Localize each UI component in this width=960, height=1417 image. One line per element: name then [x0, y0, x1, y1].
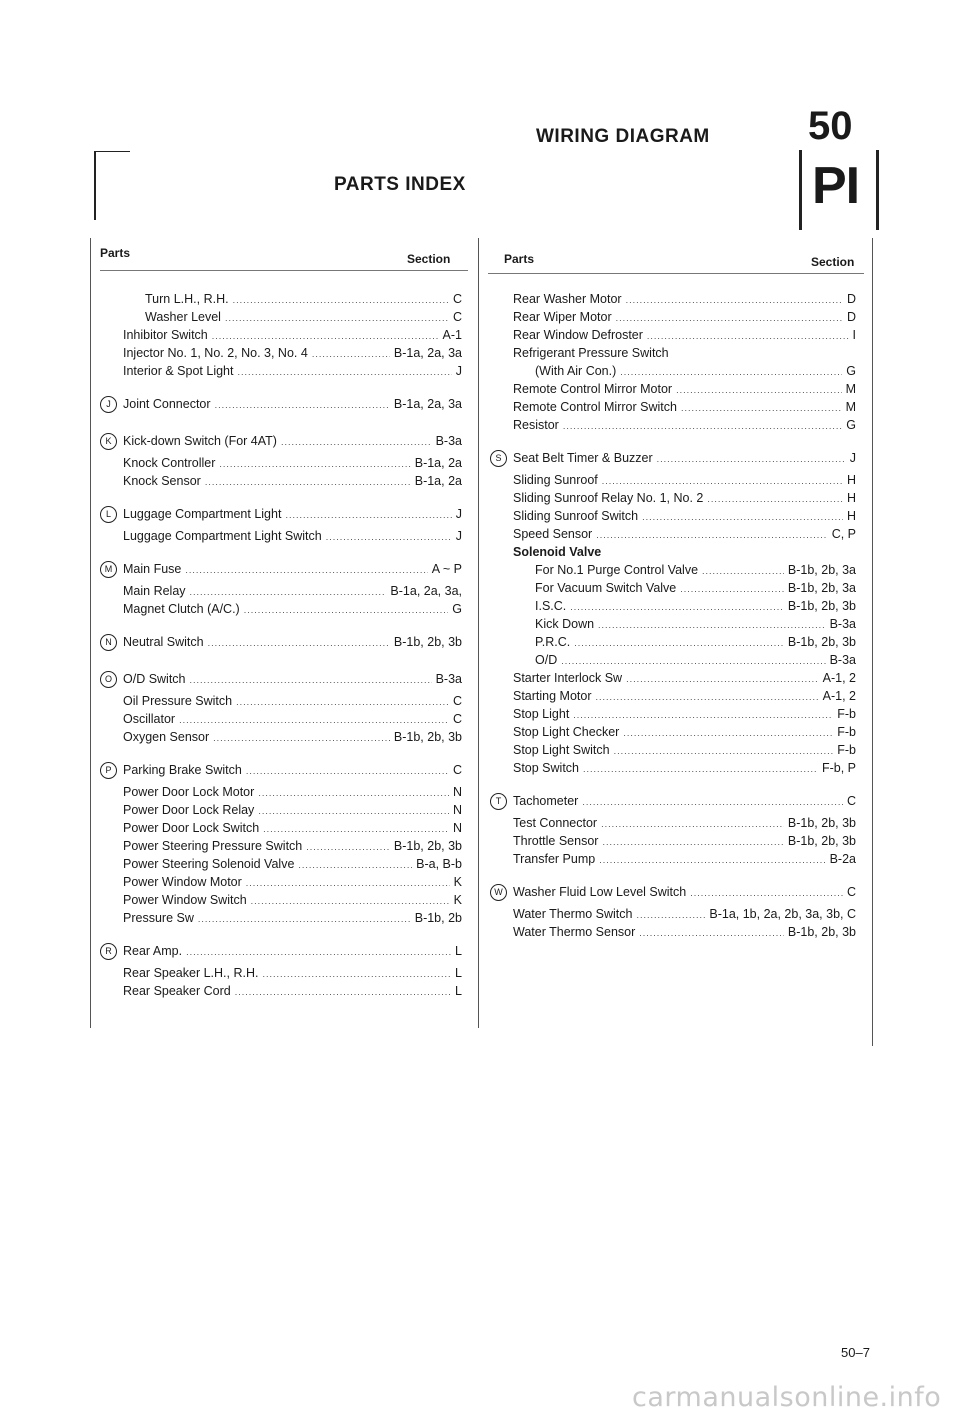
leader-dots [573, 706, 833, 724]
index-letter-icon [490, 682, 507, 699]
part-name: Luggage Compartment Light [123, 507, 282, 521]
parts-entry [100, 942, 462, 960]
index-letter-icon [100, 577, 117, 594]
index-letter-icon [100, 886, 117, 903]
parts-entry [490, 286, 856, 304]
section-ref: I [852, 328, 856, 342]
section-ref: B-1a, 2a, 3a, [390, 584, 462, 598]
index-letter-icon [490, 809, 507, 826]
leader-dots [626, 670, 819, 688]
part-name: For Vacuum Switch Valve [535, 581, 677, 595]
part-name: Remote Control Mirror Motor [513, 382, 673, 396]
index-letter-icon: J [100, 396, 117, 413]
index-letter-icon [490, 664, 507, 681]
parts-entry [100, 688, 462, 706]
index-letter-icon: W [490, 884, 507, 901]
section-ref: C, P [831, 527, 856, 541]
part-name: Turn L.H., R.H. [145, 292, 229, 306]
parts-entry [100, 432, 462, 450]
section-ref: J [849, 451, 856, 465]
section-ref: B-1b, 2b, 3b [393, 839, 462, 853]
part-name: Oil Pressure Switch [123, 694, 233, 708]
part-name: Stop Light Switch [513, 743, 610, 757]
section-ref: K [453, 875, 462, 889]
section-ref: B-1b, 2b, 3b [787, 834, 856, 848]
leader-dots [285, 506, 451, 524]
index-letter-icon [100, 705, 117, 722]
section-ref: B-1b, 2b, 3b [787, 925, 856, 939]
index-letter-icon [490, 592, 507, 609]
right-header-rule [488, 273, 864, 274]
part-name: Parking Brake Switch [123, 763, 242, 777]
part-name: P.R.C. [535, 635, 571, 649]
left-header-parts: Parts [100, 246, 131, 260]
section-ref: N [452, 821, 462, 835]
section-ref: G [452, 602, 462, 616]
leader-dots [583, 760, 818, 778]
section-ref: B-1a, 2a, 3a [393, 397, 462, 411]
code-bar-right [876, 150, 879, 230]
part-name: (With Air Con.) [535, 364, 617, 378]
index-letter-icon [100, 723, 117, 740]
part-name: Solenoid Valve [513, 545, 602, 559]
part-name: Rear Speaker Cord [123, 984, 231, 998]
section-ref: B-1b, 2b, 3b [393, 635, 462, 649]
index-letter-icon [100, 321, 117, 338]
part-name: For No.1 Purge Control Valve [535, 563, 699, 577]
leader-dots [205, 473, 411, 491]
section-ref: C [452, 292, 462, 306]
part-name: Power Door Lock Switch [123, 821, 260, 835]
part-name: Stop Light [513, 707, 570, 721]
leader-dots [602, 472, 843, 490]
leader-dots [702, 562, 784, 580]
left-header-rule [100, 270, 468, 271]
part-name: Washer Fluid Low Level Switch [513, 885, 687, 899]
parts-entry [100, 779, 462, 797]
leader-dots [186, 943, 451, 961]
section-ref: L [455, 966, 462, 980]
section-ref: C [452, 712, 462, 726]
leader-dots [676, 381, 842, 399]
section-ref: A-1, 2 [822, 689, 856, 703]
part-name: Water Thermo Switch [513, 907, 633, 921]
leader-dots [198, 910, 411, 928]
index-letter-icon [100, 595, 117, 612]
section-ref: B-3a [435, 672, 462, 686]
index-letter-icon [100, 357, 117, 374]
section-ref: B-1b, 2b, 3b [393, 730, 462, 744]
index-letter-icon [100, 778, 117, 795]
part-name: Tachometer [513, 794, 579, 808]
section-ref: C [452, 694, 462, 708]
leader-dots [642, 508, 843, 526]
index-letter-icon: P [100, 762, 117, 779]
section-ref: B-1a, 2a [414, 474, 462, 488]
section-ref: F-b [837, 743, 856, 757]
leader-dots [213, 729, 390, 747]
section-ref: B-3a [435, 434, 462, 448]
index-letter-icon [490, 339, 507, 356]
parts-entry [490, 810, 856, 828]
leader-dots [215, 396, 390, 414]
leader-dots [251, 892, 450, 910]
section-ref: B-1a, 1b, 2a, 2b, 3a, 3b, C [709, 907, 856, 921]
part-name: Resistor [513, 418, 559, 432]
parts-entry [490, 883, 856, 901]
section-ref: B-1b, 2b, 3b [787, 816, 856, 830]
section-ref: H [846, 473, 856, 487]
index-letter-icon: M [100, 561, 117, 578]
section-ref: C [452, 763, 462, 777]
index-letter-icon [490, 321, 507, 338]
leader-dots [707, 490, 843, 508]
leader-dots [225, 309, 449, 327]
index-letter-icon [100, 687, 117, 704]
leader-dots [680, 580, 784, 598]
section-ref: B-3a [829, 617, 856, 631]
index-letter-icon [100, 977, 117, 994]
leader-dots [563, 417, 842, 435]
section-ref: B-1b, 2b, 3b [787, 635, 856, 649]
index-letter-icon: O [100, 671, 117, 688]
part-name: Speed Sensor [513, 527, 593, 541]
index-letter-icon [100, 285, 117, 302]
index-letter-icon [490, 484, 507, 501]
index-letter-icon [490, 900, 507, 917]
parts-entry [100, 761, 462, 779]
leader-dots [298, 856, 412, 874]
section-ref: L [455, 984, 462, 998]
index-letter-icon [100, 832, 117, 849]
leader-dots [599, 851, 825, 869]
index-letter-icon [490, 754, 507, 771]
leader-dots [636, 906, 705, 924]
part-name: Inhibitor Switch [123, 328, 208, 342]
index-letter-icon [490, 285, 507, 302]
index-letter-icon [100, 467, 117, 484]
index-letter-icon [100, 522, 117, 539]
leader-dots [244, 601, 449, 619]
part-name: Washer Level [145, 310, 221, 324]
page-title: PARTS INDEX [334, 174, 466, 195]
index-letter-icon [100, 796, 117, 813]
parts-entry [100, 670, 462, 688]
part-name: Seat Belt Timer & Buzzer [513, 451, 653, 465]
index-letter-icon [490, 466, 507, 483]
index-letter-icon [490, 357, 507, 374]
leader-dots [190, 671, 432, 689]
part-name: Joint Connector [123, 397, 211, 411]
parts-entry [100, 633, 462, 651]
section-ref: G [846, 364, 856, 378]
leader-dots [236, 693, 449, 711]
leader-dots [219, 455, 410, 473]
left-header-section: Section [407, 252, 451, 266]
index-letter-icon: S [490, 450, 507, 467]
leader-dots [246, 874, 450, 892]
section-ref: B-1b, 2b, 3b [787, 599, 856, 613]
index-letter-icon [100, 959, 117, 976]
index-letter-icon [100, 339, 117, 356]
index-letter-icon [490, 520, 507, 537]
leader-dots [582, 793, 843, 811]
right-header-parts: Parts [504, 252, 535, 266]
section-ref: B-1b, 2b, 3a [787, 581, 856, 595]
leader-dots [616, 309, 843, 327]
section-ref: N [452, 803, 462, 817]
section-ref: F-b [837, 725, 856, 739]
leader-dots [623, 724, 833, 742]
leader-dots [601, 815, 784, 833]
page-number: 50–7 [841, 1345, 870, 1360]
section-ref: A-1, 2 [822, 671, 856, 685]
index-letter-icon: R [100, 943, 117, 960]
part-name: Power Door Lock Relay [123, 803, 255, 817]
index-letter-icon [490, 845, 507, 862]
parts-entry [100, 560, 462, 578]
section-ref: J [455, 529, 462, 543]
leader-dots [639, 924, 784, 942]
left-parts-list [100, 286, 462, 996]
part-name: Stop Light Checker [513, 725, 620, 739]
leader-dots [179, 711, 449, 729]
leader-dots [596, 688, 819, 706]
parts-entry [100, 578, 462, 596]
part-name: Magnet Clutch (A/C.) [123, 602, 240, 616]
parts-entry [490, 449, 856, 467]
part-name: O/D Switch [123, 672, 186, 686]
index-letter-icon [490, 628, 507, 645]
part-name: Sliding Sunroof Switch [513, 509, 639, 523]
index-letter-icon: L [100, 506, 117, 523]
part-name: Main Fuse [123, 562, 182, 576]
part-name: Kick-down Switch (For 4AT) [123, 434, 277, 448]
part-name: Power Steering Pressure Switch [123, 839, 303, 853]
parts-entry [100, 395, 462, 413]
section-ref: J [455, 507, 462, 521]
index-letter-icon [490, 393, 507, 410]
section-number: 50 [808, 104, 853, 148]
leader-dots [281, 433, 432, 451]
leader-dots [263, 820, 449, 838]
section-ref: F-b [837, 707, 856, 721]
category-title: WIRING DIAGRAM [536, 126, 710, 147]
code-bar-left [799, 150, 802, 230]
section-ref: B-3a [829, 653, 856, 667]
frame-top-left-tick [94, 151, 130, 152]
leader-dots [561, 652, 825, 670]
part-name: Rear Speaker L.H., R.H. [123, 966, 259, 980]
part-name: Oxygen Sensor [123, 730, 210, 744]
part-name: Neutral Switch [123, 635, 204, 649]
section-ref: B-1a, 2a, 3a [393, 346, 462, 360]
part-name: Luggage Compartment Light Switch [123, 529, 322, 543]
part-name: Sliding Sunroof Relay No. 1, No. 2 [513, 491, 704, 505]
part-name: Power Window Switch [123, 893, 247, 907]
index-letter-icon [490, 303, 507, 320]
section-ref: C [846, 885, 856, 899]
leader-dots [326, 528, 452, 546]
part-name: Interior & Spot Light [123, 364, 234, 378]
section-code: PI [812, 157, 860, 215]
section-ref: A-1 [442, 328, 462, 342]
index-letter-icon [100, 904, 117, 921]
section-ref: B-a, B-b [416, 857, 462, 871]
part-name: Kick Down [535, 617, 595, 631]
section-ref: H [846, 509, 856, 523]
part-name: Starter Interlock Sw [513, 671, 623, 685]
section-ref: H [846, 491, 856, 505]
leader-dots [574, 634, 784, 652]
part-name: Rear Washer Motor [513, 292, 622, 306]
parts-entry [490, 901, 856, 919]
part-name: Power Door Lock Motor [123, 785, 255, 799]
section-ref: A ~ P [431, 562, 462, 576]
part-name: Remote Control Mirror Switch [513, 400, 677, 414]
index-letter-icon [490, 411, 507, 428]
section-ref: M [845, 382, 856, 396]
leader-dots [235, 983, 451, 1001]
part-name: I.S.C. [535, 599, 567, 613]
index-letter-icon [490, 736, 507, 753]
part-name: Power Steering Solenoid Valve [123, 857, 295, 871]
index-letter-icon [490, 918, 507, 935]
leader-dots [657, 450, 846, 468]
right-parts-list [490, 286, 856, 937]
part-name: Starting Motor [513, 689, 592, 703]
part-name: O/D [535, 653, 558, 667]
section-ref: N [452, 785, 462, 799]
section-ref: B-1a, 2a [414, 456, 462, 470]
part-name: Injector No. 1, No. 2, No. 3, No. 4 [123, 346, 308, 360]
part-name: Power Window Motor [123, 875, 242, 889]
parts-entry [100, 286, 462, 304]
section-ref: D [846, 292, 856, 306]
leader-dots [306, 838, 390, 856]
column-divider [478, 238, 479, 1028]
part-name: Water Thermo Sensor [513, 925, 636, 939]
leader-dots [262, 965, 451, 983]
leader-dots [596, 526, 827, 544]
section-ref: L [455, 944, 462, 958]
index-letter-icon: T [490, 793, 507, 810]
index-letter-icon [490, 556, 507, 573]
parts-entry [490, 792, 856, 810]
part-name: Refrigerant Pressure Switch [513, 346, 669, 360]
index-letter-icon: K [100, 433, 117, 450]
index-letter-icon [490, 700, 507, 717]
part-name: Transfer Pump [513, 852, 596, 866]
parts-entry [100, 450, 462, 468]
leader-dots [190, 583, 387, 601]
leader-dots [598, 616, 826, 634]
leader-dots [570, 598, 784, 616]
part-name: Main Relay [123, 584, 186, 598]
section-ref: C [846, 794, 856, 808]
leader-dots [258, 784, 449, 802]
section-ref: B-1b, 2b [414, 911, 462, 925]
index-letter-icon [490, 610, 507, 627]
section-ref: D [846, 310, 856, 324]
index-letter-icon: N [100, 634, 117, 651]
section-ref: F-b, P [821, 761, 856, 775]
section-ref: B-1b, 2b, 3a [787, 563, 856, 577]
leader-dots [602, 833, 783, 851]
right-header-section: Section [811, 255, 855, 269]
index-letter-icon [100, 850, 117, 867]
parts-entry [100, 523, 462, 541]
leader-dots [237, 363, 451, 381]
section-ref: J [455, 364, 462, 378]
section-ref: C [452, 310, 462, 324]
leader-dots [647, 327, 849, 345]
parts-entry [100, 960, 462, 978]
index-letter-icon [490, 502, 507, 519]
part-name: Throttle Sensor [513, 834, 599, 848]
parts-entry [100, 505, 462, 523]
index-letter-icon [490, 574, 507, 591]
part-name: Knock Controller [123, 456, 216, 470]
leader-dots [620, 363, 842, 381]
leader-dots [681, 399, 842, 417]
frame-top-left-bar [94, 152, 96, 220]
part-name: Test Connector [513, 816, 598, 830]
index-letter-icon [100, 303, 117, 320]
section-ref: K [453, 893, 462, 907]
index-letter-icon [490, 718, 507, 735]
leader-dots [233, 291, 449, 309]
index-letter-icon [100, 868, 117, 885]
watermark: carmanualsonline.info [632, 1382, 942, 1413]
part-name: Pressure Sw [123, 911, 194, 925]
part-name: Rear Window Defroster [513, 328, 643, 342]
leader-dots [626, 291, 843, 309]
part-name: Sliding Sunroof [513, 473, 598, 487]
leader-dots [185, 561, 427, 579]
index-letter-icon [100, 814, 117, 831]
parts-entry [490, 467, 856, 485]
leader-dots [690, 884, 843, 902]
leader-dots [258, 802, 449, 820]
part-name: Rear Amp. [123, 944, 183, 958]
index-letter-icon [100, 449, 117, 466]
frame-right-rule [872, 238, 873, 1046]
section-ref: G [846, 418, 856, 432]
part-name: Stop Switch [513, 761, 580, 775]
leader-dots [208, 634, 390, 652]
index-letter-icon [490, 827, 507, 844]
part-name: Knock Sensor [123, 474, 201, 488]
leader-dots [212, 327, 439, 345]
part-name: Rear Wiper Motor [513, 310, 612, 324]
leader-dots [246, 762, 449, 780]
part-name: Oscillator [123, 712, 176, 726]
index-letter-icon [490, 646, 507, 663]
index-letter-icon [490, 375, 507, 392]
frame-left-rule [90, 238, 91, 1028]
section-ref: M [845, 400, 856, 414]
index-letter-icon [490, 538, 507, 555]
section-ref: B-2a [829, 852, 856, 866]
leader-dots [312, 345, 390, 363]
leader-dots [614, 742, 834, 760]
